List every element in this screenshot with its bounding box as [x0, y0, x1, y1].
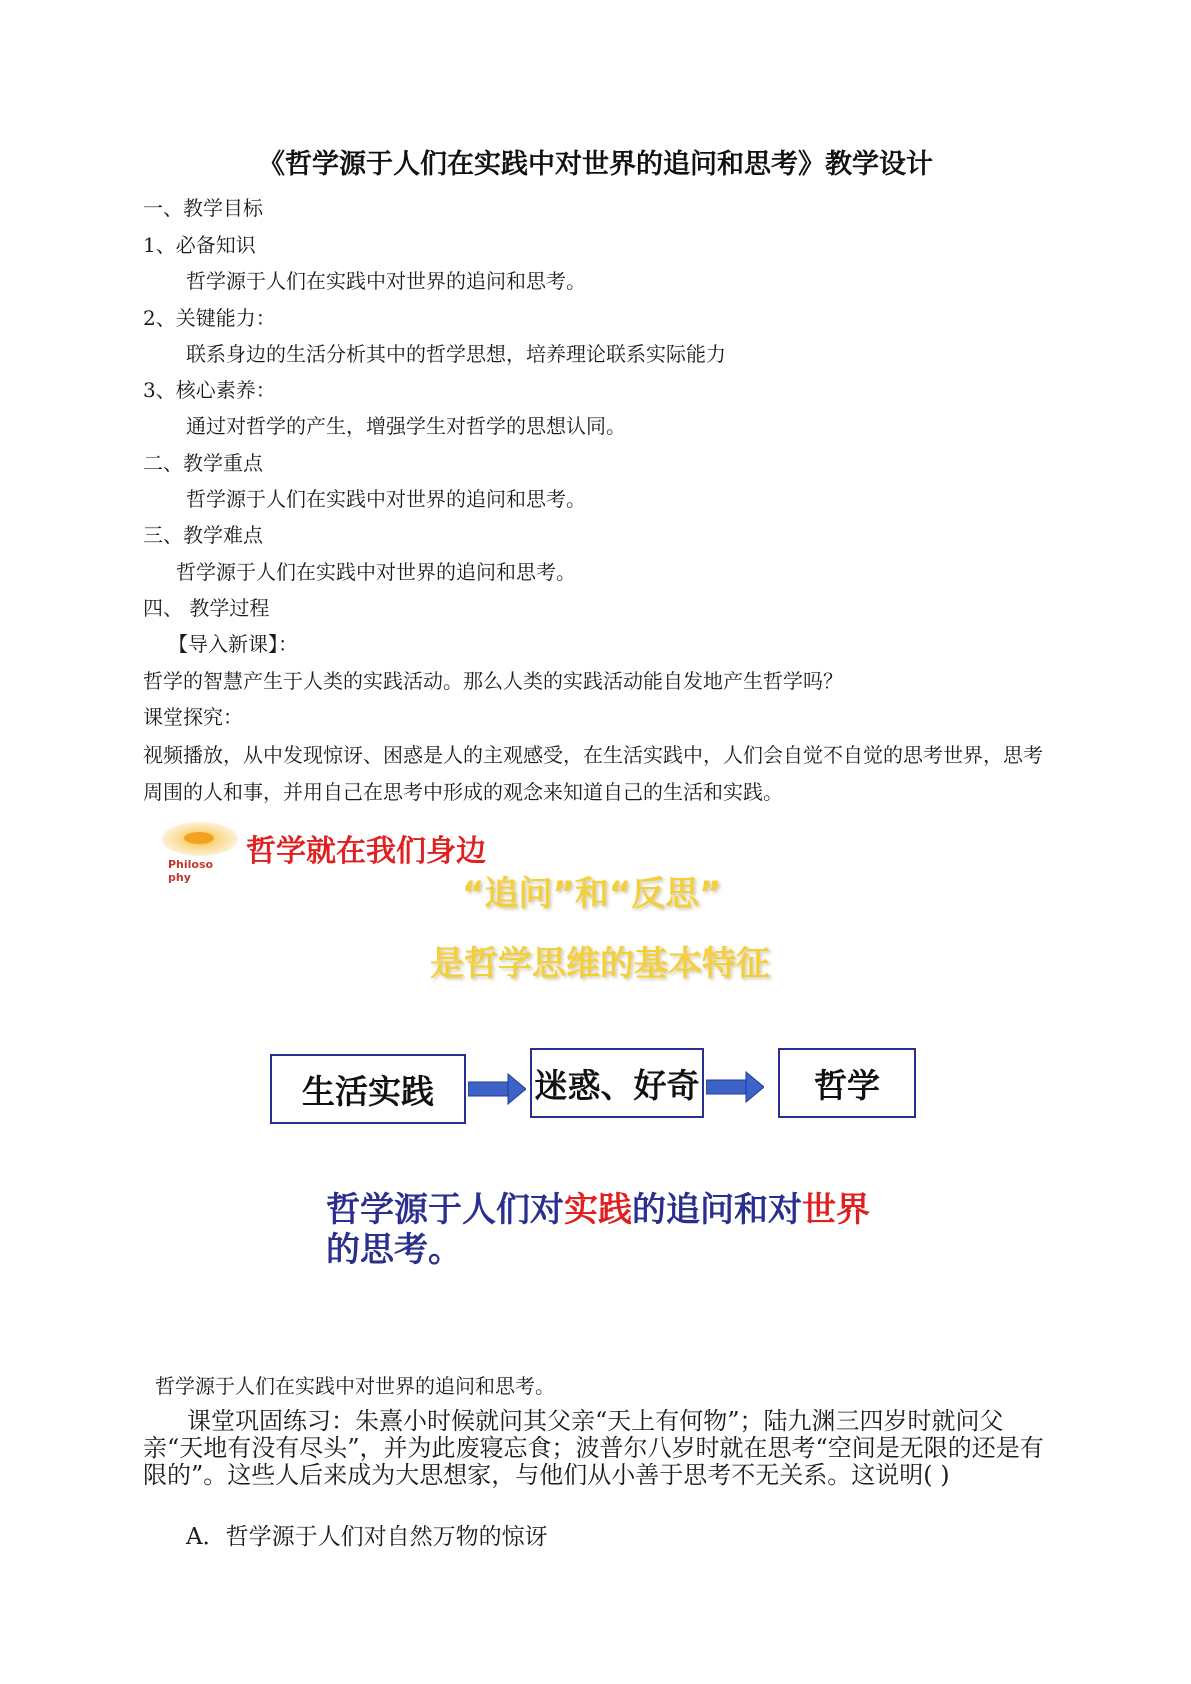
knowledge-text: 哲学源于人们在实践中对世界的追问和思考。: [186, 269, 586, 293]
subheading-ability: 2、关键能力：: [143, 306, 276, 330]
philosophy-logo: [158, 822, 238, 884]
slide-yellow-line2: 是哲学思维的基本特征: [430, 944, 770, 984]
slide-yellow-line1: “追问”和“反思”: [462, 874, 722, 914]
flow-box-curiosity: 迷惑、好奇: [530, 1048, 704, 1118]
logo-text: Philoso phy: [168, 858, 214, 884]
ability-text: 联系身边的生活分析其中的哲学思想，培养理论联系实际能力: [186, 342, 726, 366]
document-title: 《哲学源于人们在实践中对世界的追问和思考》教学设计: [258, 149, 933, 180]
option-a: A．哲学源于人们对自然万物的惊讶: [186, 1524, 548, 1550]
arrow-right-icon: [706, 1070, 764, 1104]
practice-question: 课堂巩固练习：朱熹小时候就问其父亲“天上有何物”；陆九渊三四岁时就问父亲“天地有没有尽头”，并为此废寝忘食；波普尔八岁时就在思考“空间是无限的还是有限的”。这些人后来成为大思想家，与他们从小善于思考不无关系。这说明( ): [143, 1407, 1044, 1489]
slide-conclusion: 哲学源于人们对实践的追问和对世界的思考。: [326, 1190, 870, 1270]
slide-title: 哲学就在我们身边: [246, 834, 486, 869]
explore-text: 视频播放，从中发现惊讶、困惑是人的主观感受，在生活实践中，人们会自觉不自觉的思考世界，思考周围的人和事，并用自己在思考中形成的观念来知道自己的生活和实践。: [143, 743, 1043, 804]
literacy-text: 通过对哲学的产生，增强学生对哲学的思想认同。: [186, 414, 626, 438]
difficulty-text: 哲学源于人们在实践中对世界的追问和思考。: [176, 560, 576, 584]
section-heading-objectives: 一、教学目标: [143, 196, 263, 220]
slide-image: [150, 818, 1030, 1270]
section-heading-process: 四、 教学过程: [143, 596, 270, 620]
section-heading-keypoint: 二、教学重点: [143, 451, 263, 475]
after-slide-text: 哲学源于人们在实践中对世界的追问和思考。: [155, 1374, 555, 1398]
subheading-knowledge: 1、必备知识: [143, 233, 256, 257]
arrow-right-icon: [468, 1072, 526, 1106]
flow-box-practice: 生活实践: [270, 1054, 466, 1124]
intro-text: 哲学的智慧产生于人类的实践活动。那么人类的实践活动能自发地产生哲学吗？: [143, 669, 843, 693]
section-heading-difficulty: 三、教学难点: [143, 523, 263, 547]
subheading-literacy: 3、核心素养：: [143, 378, 276, 402]
explore-heading: 课堂探究：: [143, 705, 243, 729]
flow-box-philosophy: 哲学: [778, 1048, 916, 1118]
intro-heading: 【导入新课】：: [168, 632, 298, 656]
keypoint-text: 哲学源于人们在实践中对世界的追问和思考。: [186, 487, 586, 511]
